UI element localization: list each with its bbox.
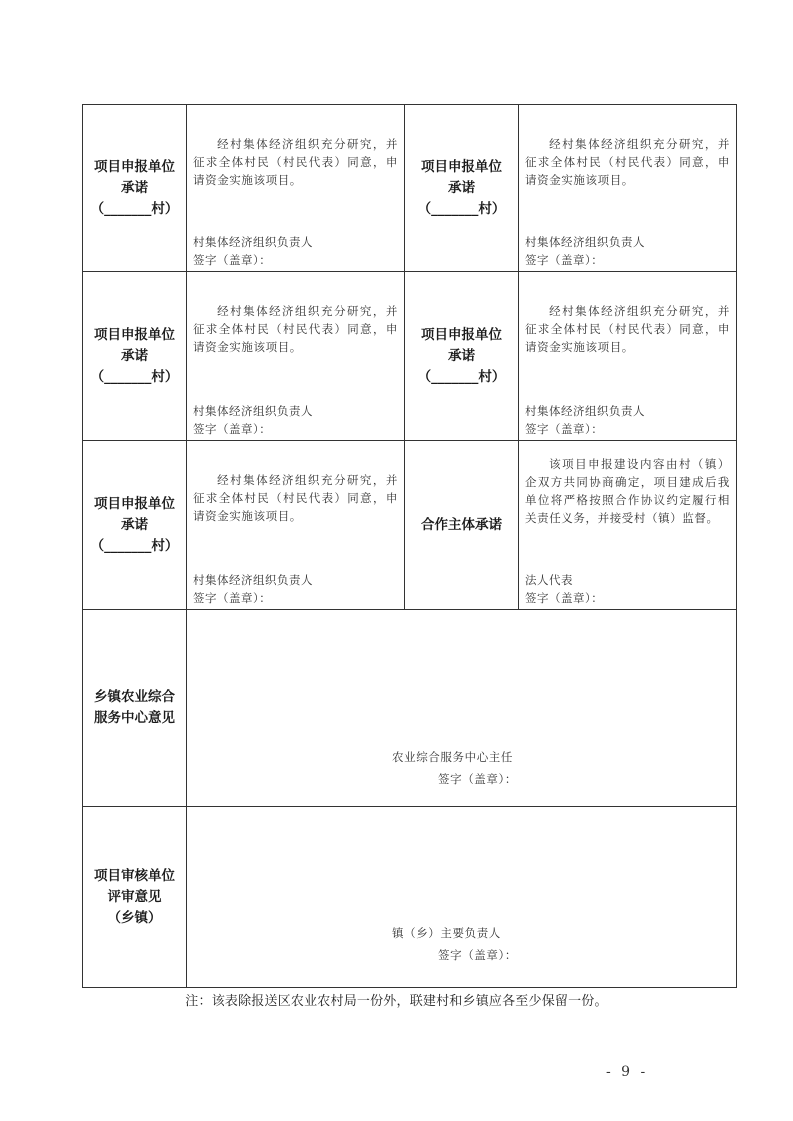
promise-label-cell bbox=[405, 105, 519, 272]
partner-sign-block bbox=[525, 571, 603, 607]
promise-row-1 bbox=[83, 105, 737, 272]
promise-sign: 签字（盖章）： bbox=[525, 253, 604, 267]
promise-sign: 签字（盖章）： bbox=[525, 422, 604, 436]
promise-label-line-1: 项目申报单位 bbox=[421, 158, 502, 175]
promise-signer: 村集体经济组织负责人 bbox=[193, 235, 313, 249]
review-label-line-3: （乡镇） bbox=[107, 909, 162, 926]
promise-label-line-1: 项目申报单位 bbox=[94, 158, 175, 175]
promise-content-cell bbox=[187, 441, 405, 610]
promise-sign-block bbox=[525, 402, 645, 438]
promise-label-line-1: 项目申报单位 bbox=[94, 495, 175, 512]
promise-label-line-2: 承诺 bbox=[121, 516, 148, 533]
partner-body: 该项目申报建设内容由村（镇）企双方共同协商确定，项目建成后我单位将严格按照合作协议约定履行相关责任义务，并接受村（镇）监督。 bbox=[525, 457, 730, 525]
partner-content-cell bbox=[519, 441, 737, 610]
review-sign: 签字（盖章）： bbox=[438, 948, 517, 962]
promise-label-line-3: （_______村） bbox=[90, 537, 179, 554]
promise-signer: 村集体经济组织负责人 bbox=[193, 404, 313, 418]
footnote: 注：该表除报送区农业农村局一份外，联建村和乡镇应各至少保留一份。 bbox=[185, 994, 608, 1009]
promise-label-line-2: 承诺 bbox=[448, 179, 475, 196]
township-label-line-2: 服务中心意见 bbox=[94, 710, 175, 726]
promise-body: 经村集体经济组织充分研究，并征求全体村民（村民代表）同意，申请资金实施该项目。 bbox=[525, 137, 730, 187]
promise-sign: 签字（盖章）： bbox=[193, 422, 272, 436]
promise-label-line-1: 项目申报单位 bbox=[94, 326, 175, 343]
promise-body: 经村集体经济组织充分研究，并征求全体村民（村民代表）同意，申请资金实施该项目。 bbox=[193, 473, 398, 523]
promise-label-line-3: （_______村） bbox=[417, 368, 506, 385]
promise-label-cell bbox=[83, 105, 187, 272]
promise-sign-block bbox=[193, 402, 313, 438]
promise-body: 经村集体经济组织充分研究，并征求全体村民（村民代表）同意，申请资金实施该项目。 bbox=[193, 304, 398, 354]
promise-label-line-2: 承诺 bbox=[121, 347, 148, 364]
promise-sign-block bbox=[193, 571, 313, 607]
promise-sign-block bbox=[525, 233, 645, 269]
promise-content-cell bbox=[519, 105, 737, 272]
township-sign-block bbox=[392, 746, 517, 790]
page-number: - 9 - bbox=[606, 1064, 649, 1080]
promise-row-2 bbox=[83, 272, 737, 441]
promise-content-cell bbox=[187, 105, 405, 272]
promise-label-cell bbox=[405, 272, 519, 441]
promise-signer: 村集体经济组织负责人 bbox=[525, 235, 645, 249]
township-opinion-row bbox=[83, 610, 737, 807]
township-label-cell bbox=[83, 610, 187, 807]
promise-label-line-3: （_______村） bbox=[417, 200, 506, 217]
promise-label-line-2: 承诺 bbox=[448, 347, 475, 364]
township-opinion-cell bbox=[187, 610, 737, 807]
promise-sign: 签字（盖章）： bbox=[193, 591, 272, 605]
review-sign-block bbox=[392, 922, 517, 966]
partner-label: 合作主体承诺 bbox=[405, 441, 519, 610]
review-label-cell bbox=[83, 807, 187, 988]
review-label-line-2: 评审意见 bbox=[107, 888, 162, 905]
promise-signer: 村集体经济组织负责人 bbox=[193, 573, 313, 587]
application-form-table bbox=[82, 104, 737, 988]
promise-body: 经村集体经济组织充分研究，并征求全体村民（村民代表）同意，申请资金实施该项目。 bbox=[193, 137, 398, 187]
promise-signer: 村集体经济组织负责人 bbox=[525, 404, 645, 418]
promise-label-line-3: （_______村） bbox=[90, 368, 179, 385]
township-signer: 农业综合服务中心主任 bbox=[392, 750, 513, 764]
promise-content-cell bbox=[187, 272, 405, 441]
review-opinion-cell bbox=[187, 807, 737, 988]
promise-label-cell bbox=[83, 272, 187, 441]
promise-body: 经村集体经济组织充分研究，并征求全体村民（村民代表）同意，申请资金实施该项目。 bbox=[525, 304, 730, 354]
review-signer: 镇（乡）主要负责人 bbox=[392, 926, 501, 940]
partner-signer: 法人代表 bbox=[525, 573, 573, 587]
review-label-line-1: 项目审核单位 bbox=[94, 867, 175, 884]
promise-label-cell bbox=[83, 441, 187, 610]
promise-label-line-1: 项目申报单位 bbox=[421, 326, 502, 343]
promise-content-cell bbox=[519, 272, 737, 441]
promise-label-line-3: （_______村） bbox=[90, 200, 179, 217]
township-sign: 签字（盖章）： bbox=[438, 772, 517, 786]
partner-sign: 签字（盖章）： bbox=[525, 591, 604, 605]
promise-sign: 签字（盖章）： bbox=[193, 253, 272, 267]
promise-sign-block bbox=[193, 233, 313, 269]
township-label-line-1: 乡镇农业综合 bbox=[94, 689, 175, 705]
review-opinion-row bbox=[83, 807, 737, 988]
promise-row-3 bbox=[83, 441, 737, 610]
promise-label-line-2: 承诺 bbox=[121, 179, 148, 196]
